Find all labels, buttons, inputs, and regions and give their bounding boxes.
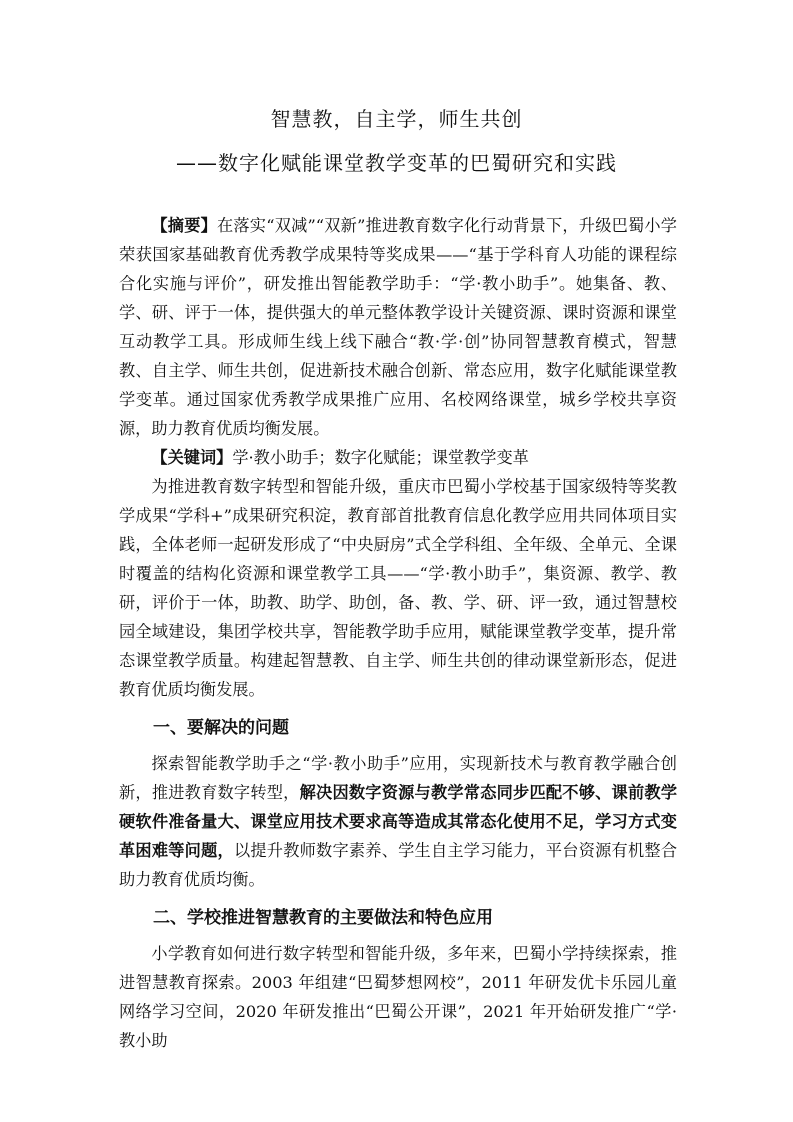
- section-1-paragraph: [119, 749, 677, 894]
- document-title: 智慧教，自主学，师生共创: [270, 107, 523, 131]
- section-2-paragraph: 小学教育如何进行数字转型和智能升级，多年来，巴蜀小学持续探索，推进智慧教育探索。2003 年组建“巴蜀梦想网校”，2011 年研发优卡乐园儿童网络学习空间，2020 年研发推出“巴蜀公开课”，2021 年开始研发推广“学·教小助: [119, 944, 677, 1050]
- section-1-text-after: 以提升教师数字素养、学生自主学习能力，平台资源有机整合助力教育优质均衡。: [119, 841, 678, 889]
- section-2-heading: 二、学校推进智慧教育的主要做法和特色应用: [153, 908, 493, 928]
- document-subtitle: ——数字化赋能课堂教学变革的巴蜀研究和实践: [176, 151, 617, 175]
- section-1-text-bold: 解决因数字资源与教学常态同步匹配不够、课前教学硬软件准备量大、课堂应用技术要求高等造成其常态化使用不足，学习方式变革困难等问题，: [119, 783, 678, 860]
- keywords-paragraph: [119, 443, 677, 472]
- intro-paragraph: 为推进教育数字转型和智能升级，重庆市巴蜀小学校基于国家级特等奖教学成果“学科+”成果研究积淀，教育部首批教育信息化教学应用共同体项目实践，全体老师一起研发形成了“中央厨房”式全学科组、全年级、全单元、全课时覆盖的结构化资源和课堂教学工具——“学·教小助手”，集资源、教学、教研，评价于一体，助教、助学、助创，备、教、学、研、评一致，通过智慧校园全域建设，集团学校共享，智能教学助手应用，赋能课堂教学变革，提升常态课堂教学质量。构建起智慧教、自主学、师生共创的律动课堂新形态，促进教育优质均衡发展。: [119, 477, 677, 699]
- abstract-text: 在落实“双减”“双新”推进教育数字化行动背景下，升级巴蜀小学荣获国家基础教育优秀教学成果特等奖成果——“基于学科育人功能的课程综合化实施与评价”，研发推出智能教学助手：“学·教小助手”。她集备、教、学、研、评于一体，提供强大的单元整体教学设计关键资源、课时资源和课堂互动教学工具。形成师生线上线下融合“教·学·创”协同智慧教育模式，智慧教、自主学、师生共创，促进新技术融合创新、常态应用，数字化赋能课堂教学变革。通过国家优秀教学成果推广应用、名校网络课堂，城乡学校共享资源，助力教育优质均衡发展。: [119, 216, 677, 438]
- section-1-heading: 一、要解决的问题: [153, 718, 289, 738]
- keywords-label: 【关键词】: [151, 448, 233, 467]
- abstract-paragraph: [119, 211, 677, 443]
- abstract-label: 【摘要】: [151, 216, 217, 235]
- keywords-text: 学·教小助手；数字化赋能；课堂教学变革: [232, 448, 529, 467]
- document-body: [119, 211, 677, 1055]
- section-1-text-before: 探索智能教学助手之“学·教小助手”应用，实现新技术与教育教学融合创新，推进教育数字转型，: [119, 754, 677, 802]
